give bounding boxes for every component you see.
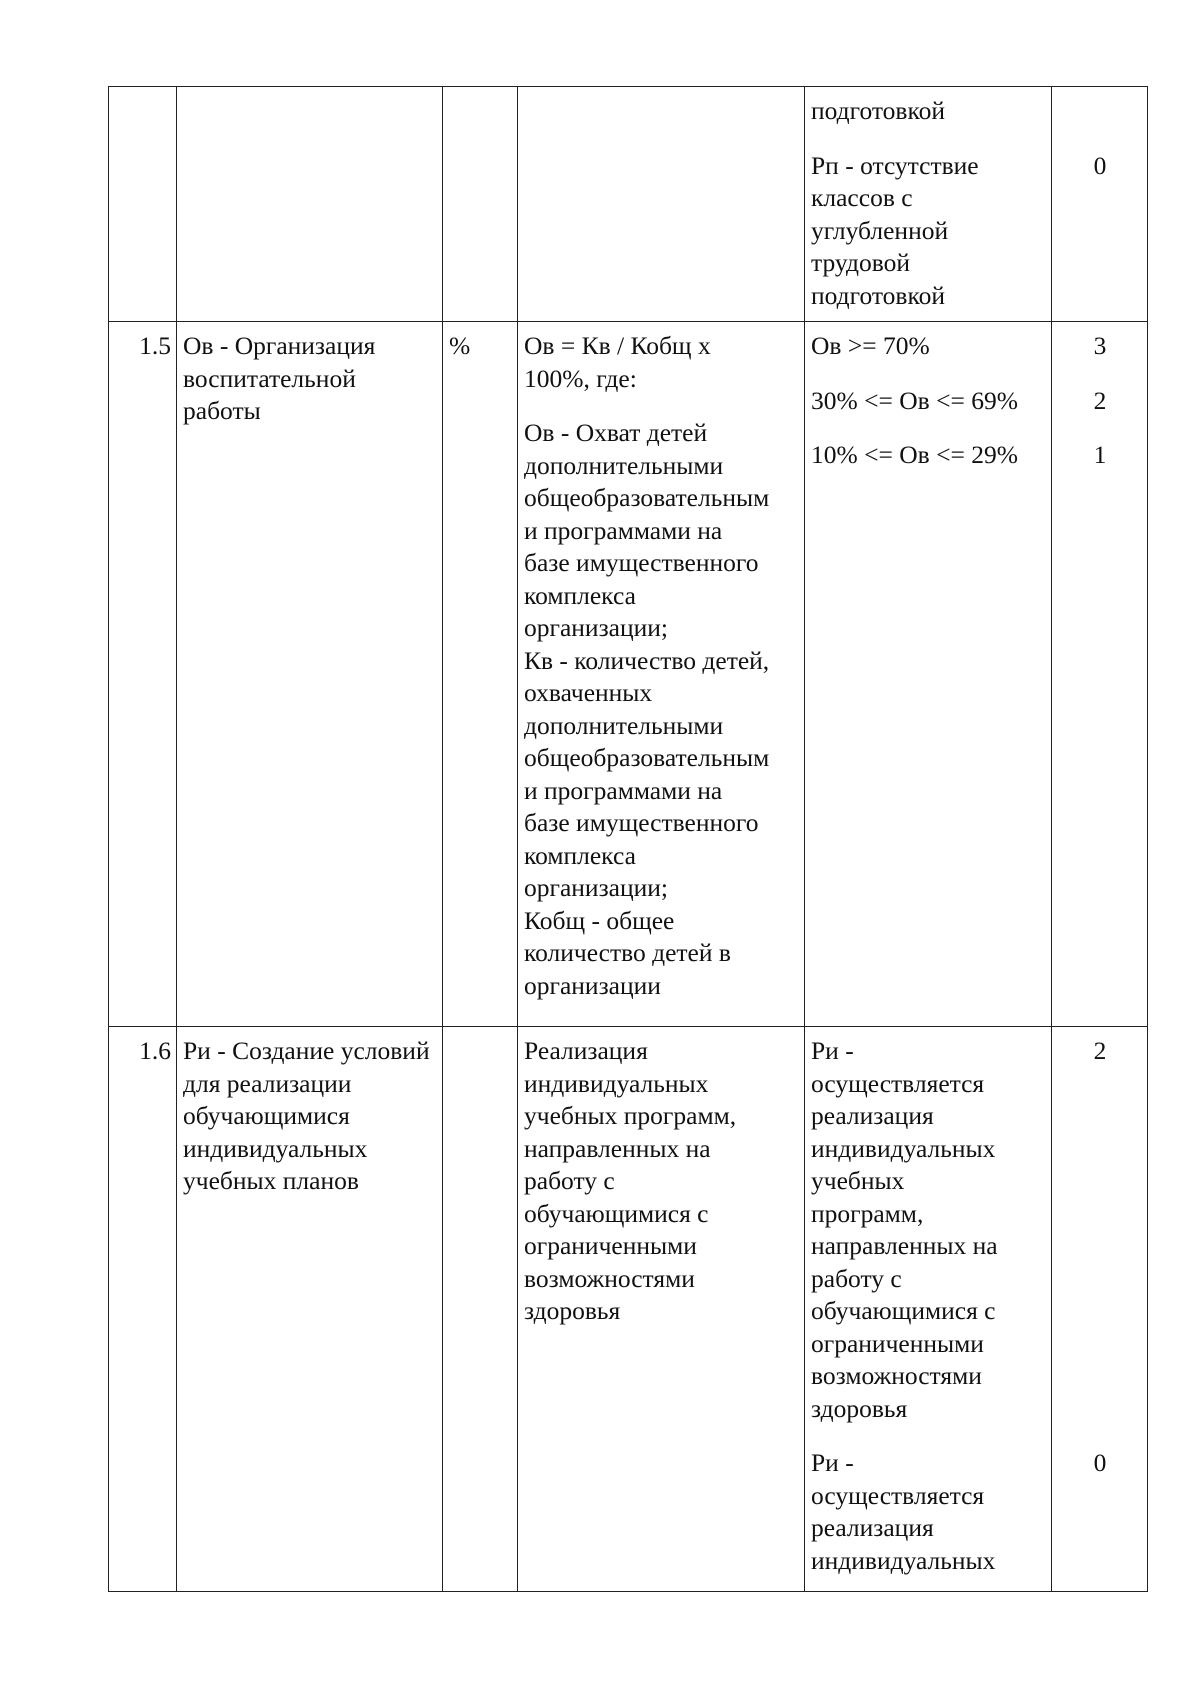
criterion-score: 0 bbox=[1093, 150, 1107, 180]
formula-cell bbox=[518, 87, 805, 322]
criterion-score: 1 bbox=[1093, 440, 1107, 469]
criterion-score: 3 bbox=[1093, 331, 1107, 360]
score-cell bbox=[1052, 87, 1148, 322]
criterion-score bbox=[1058, 95, 1142, 128]
criteria-cell bbox=[805, 322, 1052, 1027]
formula-text: Реализация индивидуальных учебных программ, направленных на работу с обучающимися с ограниченными возможностями здоровья bbox=[524, 1036, 737, 1325]
indicator-cell: Ри - Создание условий для реализации обучающимися индивидуальных учебных планов bbox=[177, 1027, 443, 1592]
unit-cell: % bbox=[443, 322, 518, 1027]
criterion-score: 2 bbox=[1093, 385, 1107, 415]
table-row bbox=[109, 1027, 1148, 1592]
unit-cell bbox=[443, 87, 518, 322]
criterion-text: Рп - отсутствие классов с углубленной трудовой подготовкой bbox=[811, 150, 979, 310]
row-number-cell: 1.6 bbox=[109, 1027, 177, 1592]
row-number-cell bbox=[109, 87, 177, 322]
criterion-text: Ов >= 70% bbox=[811, 331, 930, 360]
criteria-cell bbox=[805, 87, 1052, 322]
row-number-cell: 1.5 bbox=[109, 322, 177, 1027]
criterion-text: 10% <= Ов <= 29% bbox=[811, 440, 1018, 469]
criterion-text: 30% <= Ов <= 69% bbox=[811, 385, 1018, 415]
criterion-text: подготовкой bbox=[811, 96, 945, 125]
criteria-cell bbox=[805, 1027, 1052, 1592]
score-cell bbox=[1052, 322, 1148, 1027]
unit-cell bbox=[443, 1027, 518, 1592]
criterion-score: 0 bbox=[1093, 1448, 1107, 1477]
indicator-cell: Ов - Организация воспитательной работы bbox=[177, 322, 443, 1027]
criterion-text: Ри - осуществляется реализация индивидуальных bbox=[811, 1448, 996, 1575]
table-row bbox=[109, 322, 1148, 1027]
formula-cell bbox=[518, 1027, 805, 1592]
score-cell bbox=[1052, 1027, 1148, 1592]
criterion-text: Ри - осуществляется реализация индивидуальных учебных программ, направленных на работу с обучающимися с ограниченными возможностями здоровья bbox=[811, 1036, 998, 1423]
criterion-score: 2 bbox=[1093, 1036, 1107, 1065]
formula-text: Ов = Кв / Кобщ x 100%, где: bbox=[524, 331, 711, 393]
criteria-table bbox=[108, 86, 1148, 1592]
formula-cell bbox=[518, 322, 805, 1027]
table-row bbox=[109, 87, 1148, 322]
indicator-cell bbox=[177, 87, 443, 322]
formula-definitions: Ов - Охват детей дополнительными общеобразовательным и программами на базе имущественного комплекса организации; Кв - количество детей, охваченных дополнительными общеобразовательным и программами на базе имущественного комплекса организации; Кобщ - общее количество детей в организации bbox=[524, 418, 770, 1000]
